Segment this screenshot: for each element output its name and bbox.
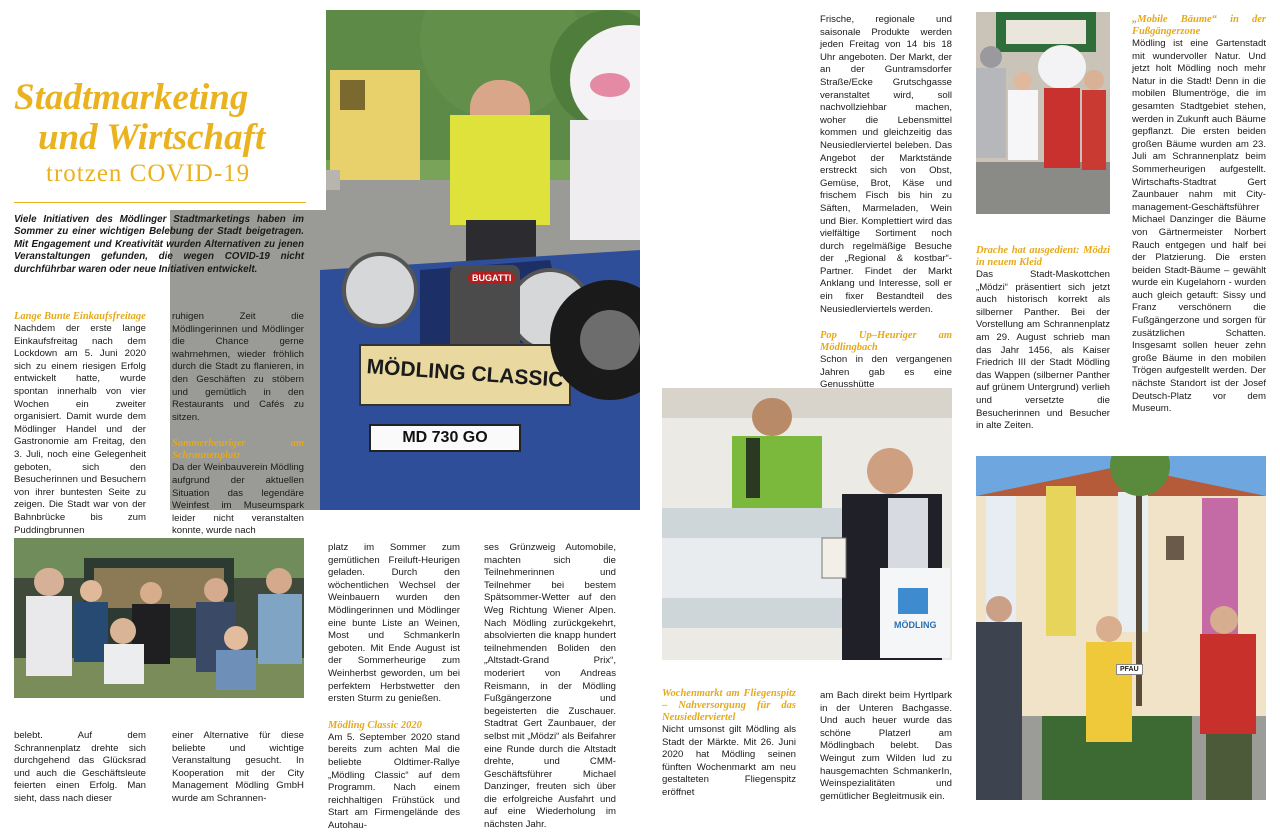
page-title-line1: Stadtmarketing [14, 77, 249, 118]
column-popup-continued [820, 690, 952, 803]
header-rule [14, 202, 306, 203]
heading-mobile-baeume: „Mobile Bäume“ in der Fußgängerzone [1132, 14, 1266, 37]
lead-paragraph: Viele Initiativen des Mödlinger Stadtmarketings haben im Sommer zu einer wichtigen Belebung der Stadt beigetragen. Mit Engagement und Kreativität wurden Alternativen zu jenen Veranstaltungen gefunden, die wegen COVID-19 nicht durchführbar waren oder neue Initiativen entwickelt. [14, 214, 304, 275]
column-market [662, 688, 796, 800]
text-moedzi: Das Stadt-Maskottchen „Mödzi“ präsentiert sich jetzt auch historisch korrekt als silberner Panther. Bei der Vorstellung am Schrannenplatz am 29. August schrieb man das Jahr 1456, als Kaiser Friedrich III der Stadt Mödling das Wappen (silberner Panther auf grünem Untergrund) verlieh und versetzte die Besucherinnen und Besucher in alte Zeiten. [976, 269, 1110, 432]
text-sommerheuriger: Da der Weinbauverein Mödling aufgrund der aktuellen Situation das legendäre Weinfest im Museumspark leider nicht veranstalten konnte, wurde nach [172, 462, 304, 537]
text-moedling-classic: Am 5. September 2020 stand bereits zum achten Mal die beliebte Oldtimer-Rallye „Mödling Classic“ auf dem Programm. Nach einem reichhaltigen Frühstück und Start am Firmengelände des Autohau- [328, 731, 460, 831]
text-mobile-baeume: Mödling ist eine Gartenstadt mit wundervoller Natur. Und jetzt holt Mödling noch mehr Natur in die Stadt! Denn in die mobilen Blumentröge, die im gesamten Stadtgebiet stehen, werden in Zukunft auch Bäume gepflanzt. Die ersten beiden großen Bäume wurden am 23. Juli am Schrannenplatz beim Sommerheurigen aufgestellt. Wirtschafts-Stadtrat Gert Zaunbauer nahm mit City-management-Geschäftsführer Michael Danzinger die Bäume von Gärtnermeister Norbert Rauch entgegen und half bei der Platzierung. Die ersten beiden Stadt-Bäume – gewählt wurde ein Kugelahorn - wurden auch gleich getauft: Sissy und Franz verschönern die Fußgängerzone und sorgen für zusätzlichen Schatten. Insgesamt sollen heuer zehn große Bäume in den mobilen Trögen aufgestellt werden. Der nächste Standort ist der Josef Deutsch-Platz vor dem Museum. [1132, 38, 1266, 415]
text-wochenmarkt-products: Frische, regionale und saisonale Produkte werden jeden Freitag von 14 bis 18 Uhr angeboten. Der Markt, der an der Guntramsdorfer Straße/Ecke Grutschgasse veranstaltet wird, soll nachvollziehbar machen, woher die Lebensmittel kommen und gleichzeitig das Neusiedlerviertel beleben. Das Angebot der Marktstände erstreckt sich von Obst, Gemüse, Brot, Käse und frischem Fisch bis hin zu Säften, Marmeladen, Wein und Bier. Komplettiert wird das vielfältige Sortiment noch durch regelmäßige Besuche der „Regional & kostbar“-Partner. Findet der Markt Anklang und Interesse, soll er ein fixer Bestandteil des Neusiedlerviertels werden. [820, 14, 952, 315]
text-flanieren: ruhigen Zeit die Mödlingerinnen und Mödlinger die Chance gerne wahrnehmen, wieder fröhlich durch die Stadt zu flanieren, in den Geschäften zu stöbern und gemütlich in den Restaurants und Cafés zu sitzen. [172, 311, 304, 423]
heading-sommerheuriger: Sommerheuriger am Schrannenplatz [172, 438, 304, 462]
text-pop-up-heuriger: Schon in den vergangenen Jahren gab es eine Genusshütte [820, 354, 952, 391]
number-plate: MD 730 GO [402, 429, 488, 446]
tree-name-tag: PFAU [1116, 664, 1143, 675]
heading-moedzi: Drache hat ausgedient: Mödzi in neuem Kleid [976, 245, 1110, 268]
page-subtitle: trotzen COVID-19 [46, 160, 251, 187]
column-2 [172, 311, 304, 538]
text-wochenmarkt: Nicht umsonst gilt Mödling als Stadt der Märkte. Mit 26. Juni 2020 hat Mödling seinen fünften Wochenmarkt am neu gestalteten Fliegenspitz eröffnet [662, 724, 796, 798]
text-einkaufsfreitage: Nachdem der erste lange Einkaufsfreitag nach dem Lockdown am 5. Juni 2020 sich zu einem riesigen Erfolg entwickelt hatte, wurde spontan innerhalb von vier Wochen ein zweiter organisiert. Damit wurde dem Mödlinger Handel und der Gastronomie am Freitag, den 3. Juli, noch eine Gelegenheit geboten, sich den Besucherinnen und Besuchern von ihrer buntesten Seite zu zeigen. Die Stadt war von der Bahnbrücke bis zum Puddingbrunnen [14, 323, 146, 536]
apron-logo: MÖDLING [894, 620, 937, 630]
column-3 [328, 542, 460, 832]
column-1-continued [14, 730, 146, 806]
column-7 [1132, 14, 1266, 416]
heading-moedling-classic: Mödling Classic 2020 [328, 719, 422, 731]
text-einkaufsfreitage-cont: belebt. Auf dem Schrannenplatz drehte sich durchgehend das Glücksrad und auch die Geschäftsleute feierten einen Erfolg. Man sieht, dass nach dieser [14, 730, 146, 804]
car-brand-label: BUGATTI [468, 272, 515, 284]
text-freiluft-heuriger: platz im Sommer zum gemütlichen Freiluft-Heurigen geladen. Durch den wöchentlichen Wechsel der Weinbauern wurden den Mödlingerinnen und Mödlinger eine bunte Liste an Weinen, Most und SchmankerIn geboten. Mit Ende August ist der Sommerheurige zum Weinherbst geworden, um bei perfektem Herbstwetter den ersten Sturm zu genießen. [328, 542, 460, 705]
mödling-classic-plate: MÖDLING CLASSIC [365, 355, 565, 392]
photo-heuriger-group [14, 538, 304, 698]
column-6 [976, 245, 1110, 433]
column-2-continued [172, 730, 304, 806]
text-moedling-classic-cont: ses Grünzweig Automobile, machten sich die Teilnehmerinnen und Teilnehmer bei bestem Spätsommer-Wetter auf den Weg Richtung Wiener Alpen. Nach Mödling zurückgekehrt, absolvierten die knapp hundert teilnehmenden Boliden den „Altstadt-Grand Prix“, moderiert von Andreas Reismann, in der Mödling Fußgängerzone und begeisterten die Zuschauer. Stadtrat Gert Zaunbauer, der selbst mit „Mödzi“ als Beifahrer eine Runde durch die Altstadt drehte, und CMM-Geschäftsführer Michael Danzinger, freuten sich über die erfolgreiche Ausfahrt und auf eine Wiederholung im nächsten Jahr. [484, 542, 616, 831]
text-pop-up-heuriger-cont: am Bach direkt beim Hyrtlpark in der Unteren Bachgasse. Und auch heuer wurde das schöne Platzerl am Mödlingbach belebt. Das Weingut zum Wilden lud zu hausgemachten SchmankerIn, Weinspezialitäten und gemütlicher Begleitmusik ein. [820, 690, 952, 802]
text-sommerheuriger-cont: einer Alternative für diese beliebte und wichtige Veranstaltung gesucht. In Kooperation mit der City Management Mödling GmbH wurde am Schrannen- [172, 730, 304, 804]
heading-pop-up-heuriger: Pop Up–Heuriger am Mödlingbach [820, 330, 952, 354]
column-5 [820, 14, 952, 392]
heading-einkaufsfreitage: Lange Bunte Einkaufsfreitage [14, 311, 146, 322]
photo-moedzi-new-costume [976, 12, 1110, 214]
photo-wochenmarkt [662, 388, 952, 660]
page-title-line2: und Wirtschaft [38, 117, 266, 158]
heading-wochenmarkt: Wochenmarkt am Fliegenspitz – Nahversorgung für das Neusiedlerviertel [662, 688, 796, 723]
column-4 [484, 542, 616, 832]
column-1 [14, 311, 146, 537]
photo-mobile-trees [976, 456, 1266, 800]
